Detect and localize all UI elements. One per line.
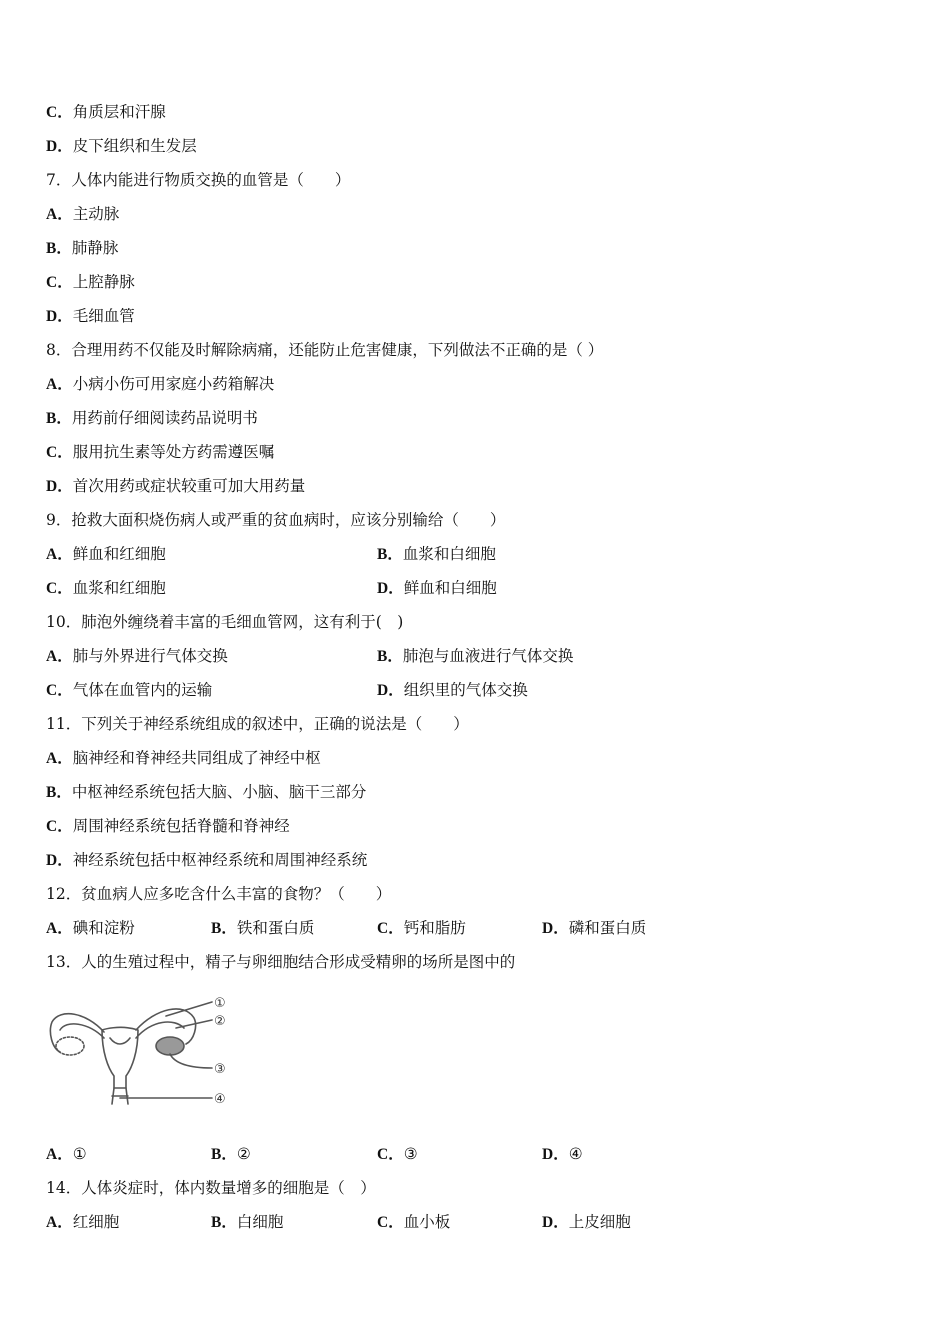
option-letter: A． — [46, 376, 73, 393]
option-letter: A． — [46, 920, 73, 937]
option-letter: A． — [46, 546, 73, 563]
option-letter: C． — [46, 580, 73, 597]
option-letter: C． — [46, 274, 73, 291]
option-letter: D． — [46, 852, 73, 869]
option-row — [46, 474, 305, 498]
option-text: 周围神经系统包括脊髓和脊神经 — [72, 817, 290, 835]
option-text: 鲜血和白细胞 — [403, 579, 497, 597]
option — [46, 1210, 119, 1235]
option-text: 角质层和汗腺 — [72, 103, 166, 121]
option-text: 肺静脉 — [71, 239, 119, 257]
option-text: ① — [72, 1145, 87, 1163]
option-text: 上腔静脉 — [72, 273, 135, 291]
option-row — [46, 1142, 906, 1166]
option-row — [46, 100, 166, 124]
option-letter: C． — [46, 444, 73, 461]
option-text: 神经系统包括中枢神经系统和周围神经系统 — [72, 851, 368, 869]
option-letter: B． — [46, 784, 72, 801]
option — [377, 644, 573, 669]
option-text: 铁和蛋白质 — [236, 919, 315, 937]
option-row — [46, 780, 366, 804]
option-letter: D． — [542, 1146, 569, 1163]
option-letter: C． — [377, 1214, 404, 1231]
option-text: 鲜血和红细胞 — [72, 545, 166, 563]
option-text: 主动脉 — [72, 205, 120, 223]
question-stem: 9．抢救大面积烧伤病人或严重的贫血病时，应该分别输给（ ） — [46, 511, 506, 529]
option-text: 皮下组织和生发层 — [72, 137, 197, 155]
option — [46, 678, 212, 703]
option-row — [46, 916, 906, 940]
option-text: 首次用药或症状较重可加大用药量 — [72, 477, 306, 495]
option-row — [46, 746, 321, 770]
option — [46, 644, 228, 669]
option — [46, 916, 135, 941]
option-text: 血小板 — [403, 1213, 451, 1231]
option-letter: A． — [46, 750, 73, 767]
option-letter: B． — [46, 410, 72, 427]
reproductive-system-diagram — [46, 992, 236, 1112]
option-row — [46, 406, 258, 430]
option — [211, 1142, 251, 1167]
option — [46, 1142, 87, 1167]
option — [542, 1142, 583, 1167]
figure-label-2: ② — [214, 1014, 226, 1029]
question-stem: 14．人体炎症时，体内数量增多的细胞是（ ） — [46, 1179, 376, 1197]
option — [377, 576, 497, 601]
option-letter: D． — [46, 308, 73, 325]
option-text: ④ — [568, 1145, 583, 1163]
question-stem: 7．人体内能进行物质交换的血管是（ ） — [46, 171, 351, 189]
figure-label-3: ③ — [214, 1062, 226, 1077]
option-text: 毛细血管 — [72, 307, 135, 325]
option-row — [46, 134, 197, 158]
option-row — [46, 304, 135, 328]
option — [211, 1210, 283, 1235]
option-letter: C． — [46, 818, 73, 835]
option-row — [46, 542, 906, 566]
option-letter: D． — [377, 682, 404, 699]
option-letter: A． — [46, 206, 73, 223]
option-text: 服用抗生素等处方药需遵医嘱 — [72, 443, 275, 461]
option-letter: A． — [46, 1146, 73, 1163]
option-letter: B． — [211, 920, 237, 937]
option-text: 血浆和红细胞 — [72, 579, 166, 597]
option-text: 小病小伤可用家庭小药箱解决 — [72, 375, 275, 393]
option-row — [46, 848, 367, 872]
option-letter: B． — [377, 546, 403, 563]
option-row — [46, 372, 274, 396]
option-letter: A． — [46, 1214, 73, 1231]
option-text: ③ — [403, 1145, 418, 1163]
option-text: 中枢神经系统包括大脑、小脑、脑干三部分 — [71, 783, 367, 801]
option-row — [46, 678, 906, 702]
option-letter: B． — [46, 240, 72, 257]
option-text: 气体在血管内的运输 — [72, 681, 213, 699]
option — [377, 1142, 418, 1167]
option-letter: B． — [211, 1214, 237, 1231]
option-text: 脑神经和脊神经共同组成了神经中枢 — [72, 749, 321, 767]
option-text: 组织里的气体交换 — [403, 681, 528, 699]
question-stem: 8．合理用药不仅能及时解除病痛，还能防止危害健康，下列做法不正确的是（ ） — [46, 341, 604, 359]
option-text: 磷和蛋白质 — [568, 919, 647, 937]
option-text: 钙和脂肪 — [403, 919, 466, 937]
option-text: ② — [236, 1145, 251, 1163]
option — [377, 678, 528, 703]
option-letter: D． — [377, 580, 404, 597]
option-letter: D． — [542, 920, 569, 937]
option-letter: D． — [46, 138, 73, 155]
option-row — [46, 270, 135, 294]
question-stem: 10．肺泡外缠绕着丰富的毛细血管网，这有利于( ) — [46, 613, 404, 631]
figure-label-4: ④ — [214, 1092, 226, 1107]
option-letter: B． — [377, 648, 403, 665]
option-text: 白细胞 — [236, 1213, 284, 1231]
option — [46, 576, 166, 601]
option-row — [46, 236, 118, 260]
option — [377, 916, 466, 941]
uterus-diagram-svg — [46, 992, 236, 1112]
option-letter: D． — [542, 1214, 569, 1231]
option-text: 肺泡与血液进行气体交换 — [402, 647, 574, 665]
option-row — [46, 576, 906, 600]
option — [542, 916, 646, 941]
option-letter: B． — [211, 1146, 237, 1163]
option — [377, 542, 496, 567]
option-letter: C． — [46, 682, 73, 699]
option-text: 血浆和白细胞 — [402, 545, 496, 563]
figure-label-1: ① — [214, 996, 226, 1011]
option-text: 红细胞 — [72, 1213, 120, 1231]
option-text: 碘和淀粉 — [72, 919, 135, 937]
option — [542, 1210, 631, 1235]
option-row — [46, 202, 119, 226]
option-letter: A． — [46, 648, 73, 665]
question-stem: 11．下列关于神经系统组成的叙述中，正确的说法是（ ） — [46, 715, 469, 733]
option-letter: C． — [377, 920, 404, 937]
option-row — [46, 644, 906, 668]
option-text: 上皮细胞 — [568, 1213, 631, 1231]
option-letter: D． — [46, 478, 73, 495]
option-text: 肺与外界进行气体交换 — [72, 647, 228, 665]
option — [211, 916, 314, 941]
option-text: 用药前仔细阅读药品说明书 — [71, 409, 258, 427]
option-row — [46, 1210, 906, 1234]
option-row — [46, 440, 274, 464]
option-row — [46, 814, 290, 838]
option-letter: C． — [46, 104, 73, 121]
option-letter: C． — [377, 1146, 404, 1163]
question-stem: 13．人的生殖过程中，精子与卵细胞结合形成受精卵的场所是图中的 — [46, 953, 516, 971]
question-stem: 12．贫血病人应多吃含什么丰富的食物？（ ） — [46, 885, 392, 903]
option — [377, 1210, 450, 1235]
option — [46, 542, 166, 567]
